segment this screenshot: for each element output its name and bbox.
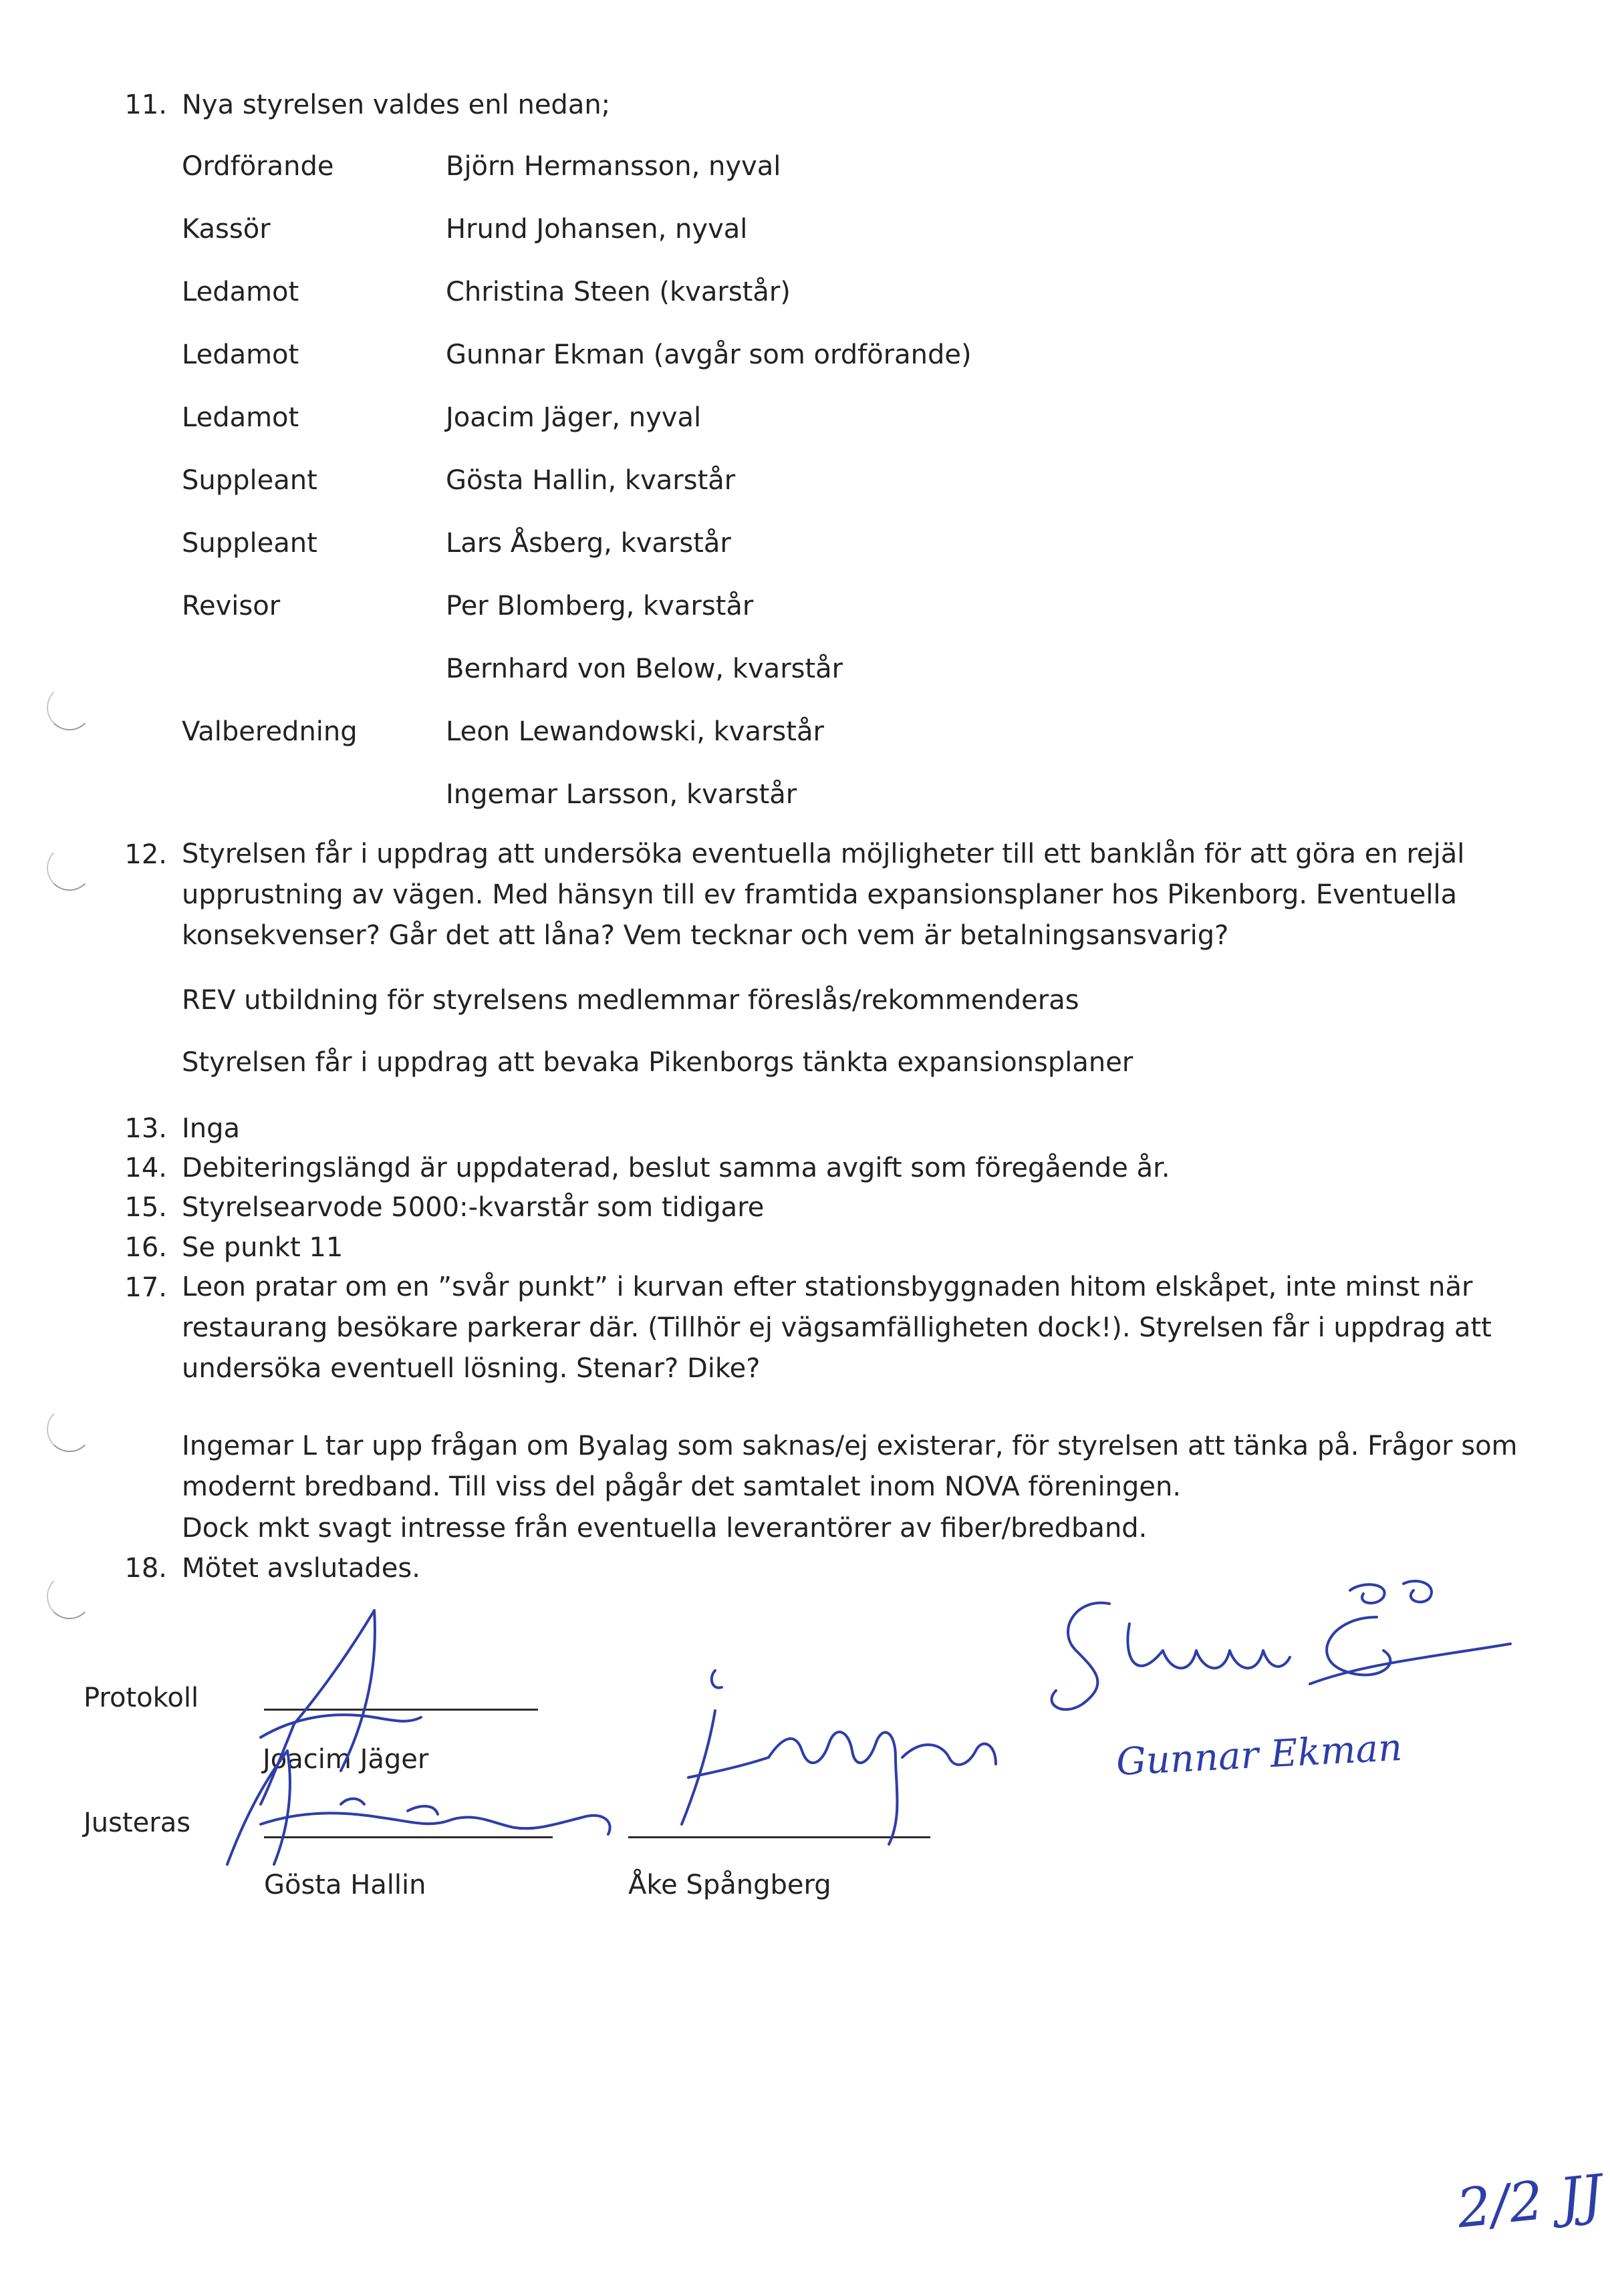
- item-text: Se punkt 11: [182, 1232, 344, 1263]
- justeras-name-2: Åke Spångberg: [628, 1870, 831, 1900]
- item-number: 14.: [124, 1153, 167, 1183]
- page-initials-mark: 2/2 JJ: [1454, 2162, 1606, 2241]
- item-number: 16.: [124, 1232, 167, 1263]
- item-number: 11.: [124, 90, 167, 120]
- item-number: 12.: [124, 839, 167, 870]
- item-text: Debiteringslängd är uppdaterad, beslut samma avgift som föregående år.: [182, 1153, 1170, 1183]
- board-member: Bernhard von Below, kvarstår: [446, 654, 843, 684]
- board-role: Ledamot: [182, 402, 299, 433]
- handwritten-name-gunnar-ekman: Gunnar Ekman: [1115, 1725, 1403, 1785]
- board-member: Joacim Jäger, nyval: [446, 402, 702, 433]
- board-role: Ledamot: [182, 339, 299, 370]
- item-text: Inga: [182, 1113, 241, 1144]
- item-text: Styrelsearvode 5000:-kvarstår som tidigare: [182, 1192, 765, 1223]
- item-note: REV utbildning för styrelsens medlemmar föreslås/rekommenderas: [182, 985, 1079, 1016]
- item-number: 13.: [124, 1113, 167, 1144]
- board-member: Leon Lewandowski, kvarstår: [446, 716, 824, 747]
- punch-hole: [47, 1574, 92, 1619]
- item-note: Ingemar L tar upp frågan om Byalag som saknas/ej existerar, för styrelsen att tänka på. Frågor som modernt bredband. Till viss del pågår det samtalet inom NOVA föreningen.: [182, 1431, 1518, 1502]
- item-text: Mötet avslutades.: [182, 1553, 420, 1584]
- board-member: Per Blomberg, kvarstår: [446, 591, 754, 621]
- board-member: Hrund Johansen, nyval: [446, 214, 748, 245]
- item-note: Dock mkt svagt intresse från eventuella leverantörer av fiber/bredband.: [182, 1513, 1148, 1544]
- item-text: Styrelsen får i uppdrag att undersöka eventuella möjligheter till ett banklån för att göra en rejäl upprustning av vägen. Med hänsyn till ev framtida expansionsplaner hos Pikenborg. Eventuella konsekvenser? Går det att låna? Vem tecknar och vem är betalningsansvarig?: [182, 839, 1465, 951]
- item-number: 18.: [124, 1553, 167, 1584]
- punch-hole: [47, 685, 92, 730]
- item-number: 15.: [124, 1192, 167, 1223]
- board-member: Christina Steen (kvarstår): [446, 277, 791, 307]
- signature-gosta-hallin: [207, 1711, 622, 1884]
- board-member: Gösta Hallin, kvarstår: [446, 465, 736, 496]
- board-member: Gunnar Ekman (avgår som ordförande): [446, 339, 972, 370]
- punch-hole: [47, 845, 92, 891]
- punch-hole: [47, 1407, 92, 1452]
- signature-gunnar-ekman: [1029, 1577, 1537, 1751]
- protokoll-name: Joacim Jäger: [263, 1744, 429, 1775]
- board-role: Revisor: [182, 591, 281, 621]
- justeras-label: Justeras: [84, 1808, 191, 1838]
- board-role: Valberedning: [182, 716, 358, 747]
- board-role: Suppleant: [182, 528, 317, 559]
- board-role: Suppleant: [182, 465, 317, 496]
- item-heading: Nya styrelsen valdes enl nedan;: [182, 90, 611, 120]
- board-member: Björn Hermansson, nyval: [446, 151, 781, 182]
- board-member: Lars Åsberg, kvarstår: [446, 528, 731, 559]
- item-number: 17.: [124, 1272, 167, 1303]
- signature-ake-spangberg: [622, 1657, 1036, 1858]
- board-member: Ingemar Larsson, kvarstår: [446, 779, 797, 810]
- board-role: Kassör: [182, 214, 271, 245]
- item-note: Styrelsen får i uppdrag att bevaka Pikenborgs tänkta expansionsplaner: [182, 1047, 1133, 1078]
- board-role: Ordförande: [182, 151, 334, 182]
- justeras-name-1: Gösta Hallin: [264, 1870, 426, 1900]
- protokoll-label: Protokoll: [84, 1683, 199, 1713]
- item-text: Leon pratar om en ”svår punkt” i kurvan efter stationsbyggnaden hitom elskåpet, inte minst när restaurang besökare parkerar där. (Tillhör ej vägsamfälligheten dock!). Styrelsen får i uppdrag att undersöka eventuell lösning. Stenar? Dike?: [182, 1272, 1492, 1384]
- board-role: Ledamot: [182, 277, 299, 307]
